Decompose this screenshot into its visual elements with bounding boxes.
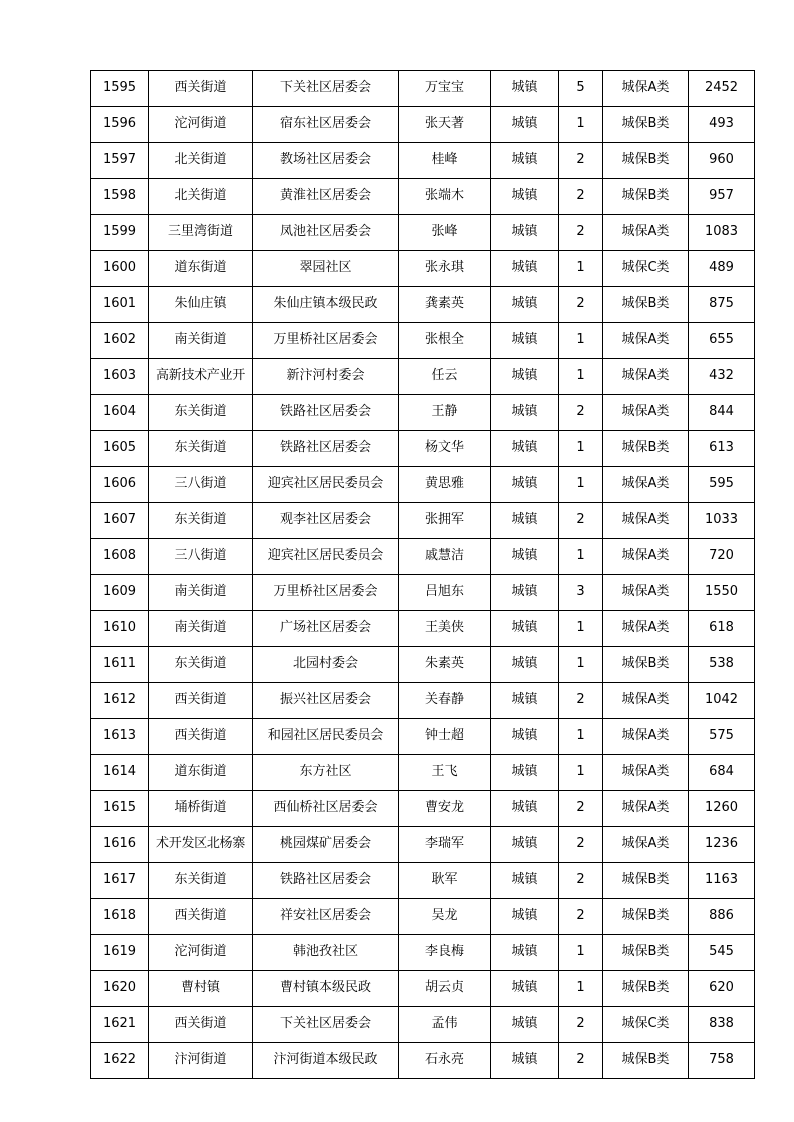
cell-org: 下关社区居委会 xyxy=(253,71,399,107)
table-row xyxy=(91,467,755,503)
cell-amount: 620 xyxy=(689,971,755,1007)
cell-type: 城镇 xyxy=(491,467,559,503)
cell-count: 1 xyxy=(559,971,603,1007)
cell-category: 城保B类 xyxy=(603,863,689,899)
cell-street: 西关街道 xyxy=(149,1007,253,1043)
cell-type: 城镇 xyxy=(491,359,559,395)
cell-count: 2 xyxy=(559,863,603,899)
cell-count: 1 xyxy=(559,935,603,971)
cell-org: 万里桥社区居委会 xyxy=(253,323,399,359)
cell-category: 城保B类 xyxy=(603,899,689,935)
table-row xyxy=(91,827,755,863)
cell-amount: 538 xyxy=(689,647,755,683)
cell-id: 1614 xyxy=(91,755,149,791)
table-row xyxy=(91,1007,755,1043)
cell-name: 张端木 xyxy=(399,179,491,215)
cell-category: 城保A类 xyxy=(603,575,689,611)
cell-count: 1 xyxy=(559,647,603,683)
cell-type: 城镇 xyxy=(491,395,559,431)
cell-id: 1607 xyxy=(91,503,149,539)
cell-org: 广场社区居委会 xyxy=(253,611,399,647)
cell-category: 城保A类 xyxy=(603,539,689,575)
cell-org: 观李社区居委会 xyxy=(253,503,399,539)
cell-id: 1609 xyxy=(91,575,149,611)
cell-name: 任云 xyxy=(399,359,491,395)
cell-amount: 489 xyxy=(689,251,755,287)
cell-count: 2 xyxy=(559,143,603,179)
cell-id: 1603 xyxy=(91,359,149,395)
cell-type: 城镇 xyxy=(491,431,559,467)
cell-street: 三八街道 xyxy=(149,539,253,575)
cell-id: 1608 xyxy=(91,539,149,575)
cell-id: 1619 xyxy=(91,935,149,971)
cell-category: 城保A类 xyxy=(603,215,689,251)
cell-street: 汴河街道 xyxy=(149,1043,253,1079)
cell-org: 黄淮社区居委会 xyxy=(253,179,399,215)
cell-type: 城镇 xyxy=(491,611,559,647)
cell-id: 1618 xyxy=(91,899,149,935)
cell-street: 东关街道 xyxy=(149,503,253,539)
table-row xyxy=(91,539,755,575)
cell-type: 城镇 xyxy=(491,719,559,755)
cell-category: 城保A类 xyxy=(603,755,689,791)
cell-name: 张根全 xyxy=(399,323,491,359)
cell-type: 城镇 xyxy=(491,575,559,611)
cell-street: 沱河街道 xyxy=(149,935,253,971)
cell-org: 铁路社区居委会 xyxy=(253,863,399,899)
cell-count: 3 xyxy=(559,575,603,611)
cell-type: 城镇 xyxy=(491,971,559,1007)
cell-count: 1 xyxy=(559,107,603,143)
table-row xyxy=(91,863,755,899)
cell-org: 朱仙庄镇本级民政 xyxy=(253,287,399,323)
cell-amount: 545 xyxy=(689,935,755,971)
cell-id: 1606 xyxy=(91,467,149,503)
table-body xyxy=(91,71,755,1079)
cell-org: 西仙桥社区居委会 xyxy=(253,791,399,827)
cell-category: 城保A类 xyxy=(603,719,689,755)
cell-category: 城保A类 xyxy=(603,827,689,863)
cell-name: 孟伟 xyxy=(399,1007,491,1043)
table-row xyxy=(91,719,755,755)
cell-type: 城镇 xyxy=(491,143,559,179)
cell-amount: 957 xyxy=(689,179,755,215)
table-row xyxy=(91,71,755,107)
cell-type: 城镇 xyxy=(491,863,559,899)
cell-street: 北关街道 xyxy=(149,179,253,215)
cell-category: 城保B类 xyxy=(603,287,689,323)
cell-category: 城保B类 xyxy=(603,1043,689,1079)
cell-name: 王静 xyxy=(399,395,491,431)
cell-category: 城保B类 xyxy=(603,179,689,215)
cell-org: 迎宾社区居民委员会 xyxy=(253,539,399,575)
cell-street: 术开发区北杨寨 xyxy=(149,827,253,863)
cell-type: 城镇 xyxy=(491,215,559,251)
table-row xyxy=(91,503,755,539)
cell-name: 吴龙 xyxy=(399,899,491,935)
cell-category: 城保A类 xyxy=(603,467,689,503)
cell-street: 埇桥街道 xyxy=(149,791,253,827)
cell-id: 1605 xyxy=(91,431,149,467)
table-row xyxy=(91,899,755,935)
cell-count: 5 xyxy=(559,71,603,107)
cell-id: 1602 xyxy=(91,323,149,359)
cell-amount: 1260 xyxy=(689,791,755,827)
table-row xyxy=(91,215,755,251)
cell-count: 2 xyxy=(559,395,603,431)
cell-id: 1600 xyxy=(91,251,149,287)
cell-amount: 844 xyxy=(689,395,755,431)
cell-type: 城镇 xyxy=(491,935,559,971)
cell-id: 1598 xyxy=(91,179,149,215)
cell-name: 吕旭东 xyxy=(399,575,491,611)
cell-name: 王飞 xyxy=(399,755,491,791)
table-row xyxy=(91,143,755,179)
cell-id: 1595 xyxy=(91,71,149,107)
cell-amount: 960 xyxy=(689,143,755,179)
cell-street: 东关街道 xyxy=(149,863,253,899)
cell-type: 城镇 xyxy=(491,791,559,827)
cell-type: 城镇 xyxy=(491,71,559,107)
cell-category: 城保A类 xyxy=(603,71,689,107)
cell-street: 西关街道 xyxy=(149,683,253,719)
cell-name: 万宝宝 xyxy=(399,71,491,107)
cell-category: 城保C类 xyxy=(603,1007,689,1043)
cell-amount: 613 xyxy=(689,431,755,467)
cell-id: 1610 xyxy=(91,611,149,647)
cell-count: 2 xyxy=(559,503,603,539)
cell-count: 1 xyxy=(559,431,603,467)
cell-category: 城保A类 xyxy=(603,503,689,539)
cell-street: 道东街道 xyxy=(149,251,253,287)
cell-amount: 2452 xyxy=(689,71,755,107)
cell-category: 城保A类 xyxy=(603,791,689,827)
cell-type: 城镇 xyxy=(491,179,559,215)
cell-amount: 1033 xyxy=(689,503,755,539)
cell-org: 祥安社区居委会 xyxy=(253,899,399,935)
cell-street: 三里湾街道 xyxy=(149,215,253,251)
cell-type: 城镇 xyxy=(491,755,559,791)
cell-org: 韩池孜社区 xyxy=(253,935,399,971)
table-row xyxy=(91,935,755,971)
cell-name: 石永亮 xyxy=(399,1043,491,1079)
cell-name: 桂峰 xyxy=(399,143,491,179)
cell-street: 曹村镇 xyxy=(149,971,253,1007)
cell-name: 李良梅 xyxy=(399,935,491,971)
cell-type: 城镇 xyxy=(491,1007,559,1043)
cell-amount: 1163 xyxy=(689,863,755,899)
cell-amount: 575 xyxy=(689,719,755,755)
table-row xyxy=(91,647,755,683)
cell-amount: 758 xyxy=(689,1043,755,1079)
cell-org: 桃园煤矿居委会 xyxy=(253,827,399,863)
cell-id: 1621 xyxy=(91,1007,149,1043)
cell-street: 高新技术产业开 xyxy=(149,359,253,395)
cell-type: 城镇 xyxy=(491,899,559,935)
cell-amount: 595 xyxy=(689,467,755,503)
table-row xyxy=(91,431,755,467)
cell-id: 1617 xyxy=(91,863,149,899)
cell-org: 曹村镇本级民政 xyxy=(253,971,399,1007)
cell-id: 1597 xyxy=(91,143,149,179)
cell-name: 张永琪 xyxy=(399,251,491,287)
cell-org: 翠园社区 xyxy=(253,251,399,287)
cell-org: 新汴河村委会 xyxy=(253,359,399,395)
cell-category: 城保B类 xyxy=(603,647,689,683)
cell-street: 朱仙庄镇 xyxy=(149,287,253,323)
cell-org: 北园村委会 xyxy=(253,647,399,683)
table-row xyxy=(91,1043,755,1079)
cell-id: 1612 xyxy=(91,683,149,719)
subsidy-table xyxy=(90,70,755,1079)
cell-type: 城镇 xyxy=(491,647,559,683)
cell-count: 1 xyxy=(559,611,603,647)
cell-count: 2 xyxy=(559,179,603,215)
cell-count: 1 xyxy=(559,467,603,503)
table-row xyxy=(91,395,755,431)
cell-type: 城镇 xyxy=(491,1043,559,1079)
cell-count: 2 xyxy=(559,791,603,827)
cell-category: 城保B类 xyxy=(603,143,689,179)
cell-count: 1 xyxy=(559,539,603,575)
cell-type: 城镇 xyxy=(491,683,559,719)
cell-count: 2 xyxy=(559,287,603,323)
table-row xyxy=(91,251,755,287)
cell-amount: 720 xyxy=(689,539,755,575)
table-row xyxy=(91,971,755,1007)
cell-name: 钟士超 xyxy=(399,719,491,755)
cell-category: 城保A类 xyxy=(603,395,689,431)
cell-id: 1620 xyxy=(91,971,149,1007)
cell-name: 胡云贞 xyxy=(399,971,491,1007)
table-row xyxy=(91,791,755,827)
cell-category: 城保B类 xyxy=(603,971,689,1007)
cell-org: 迎宾社区居民委员会 xyxy=(253,467,399,503)
cell-org: 凤池社区居委会 xyxy=(253,215,399,251)
cell-amount: 1042 xyxy=(689,683,755,719)
cell-count: 1 xyxy=(559,755,603,791)
cell-id: 1599 xyxy=(91,215,149,251)
cell-type: 城镇 xyxy=(491,107,559,143)
cell-street: 西关街道 xyxy=(149,71,253,107)
cell-name: 戚慧洁 xyxy=(399,539,491,575)
table-row xyxy=(91,755,755,791)
cell-category: 城保A类 xyxy=(603,683,689,719)
cell-name: 龚素英 xyxy=(399,287,491,323)
cell-id: 1604 xyxy=(91,395,149,431)
cell-amount: 838 xyxy=(689,1007,755,1043)
cell-category: 城保A类 xyxy=(603,359,689,395)
cell-name: 曹安龙 xyxy=(399,791,491,827)
cell-type: 城镇 xyxy=(491,539,559,575)
cell-count: 2 xyxy=(559,899,603,935)
cell-org: 东方社区 xyxy=(253,755,399,791)
cell-org: 振兴社区居委会 xyxy=(253,683,399,719)
cell-count: 2 xyxy=(559,215,603,251)
cell-street: 道东街道 xyxy=(149,755,253,791)
cell-count: 1 xyxy=(559,719,603,755)
cell-name: 张拥军 xyxy=(399,503,491,539)
cell-type: 城镇 xyxy=(491,251,559,287)
cell-category: 城保A类 xyxy=(603,323,689,359)
cell-org: 铁路社区居委会 xyxy=(253,395,399,431)
cell-org: 和园社区居民委员会 xyxy=(253,719,399,755)
table-row xyxy=(91,107,755,143)
cell-name: 张天著 xyxy=(399,107,491,143)
cell-id: 1622 xyxy=(91,1043,149,1079)
cell-type: 城镇 xyxy=(491,827,559,863)
cell-amount: 1236 xyxy=(689,827,755,863)
cell-street: 三八街道 xyxy=(149,467,253,503)
cell-name: 杨文华 xyxy=(399,431,491,467)
cell-name: 耿军 xyxy=(399,863,491,899)
table-row xyxy=(91,611,755,647)
cell-id: 1596 xyxy=(91,107,149,143)
cell-name: 黄思雅 xyxy=(399,467,491,503)
cell-type: 城镇 xyxy=(491,323,559,359)
cell-count: 2 xyxy=(559,1007,603,1043)
cell-street: 西关街道 xyxy=(149,899,253,935)
cell-count: 2 xyxy=(559,1043,603,1079)
cell-id: 1615 xyxy=(91,791,149,827)
cell-count: 1 xyxy=(559,323,603,359)
cell-type: 城镇 xyxy=(491,503,559,539)
cell-street: 西关街道 xyxy=(149,719,253,755)
cell-amount: 655 xyxy=(689,323,755,359)
cell-name: 王美侠 xyxy=(399,611,491,647)
cell-name: 李瑞军 xyxy=(399,827,491,863)
cell-amount: 886 xyxy=(689,899,755,935)
table-row xyxy=(91,179,755,215)
cell-street: 南关街道 xyxy=(149,575,253,611)
table-row xyxy=(91,575,755,611)
cell-amount: 875 xyxy=(689,287,755,323)
cell-street: 南关街道 xyxy=(149,611,253,647)
cell-name: 朱素英 xyxy=(399,647,491,683)
cell-org: 汴河街道本级民政 xyxy=(253,1043,399,1079)
cell-count: 2 xyxy=(559,827,603,863)
cell-amount: 1550 xyxy=(689,575,755,611)
cell-street: 南关街道 xyxy=(149,323,253,359)
cell-category: 城保B类 xyxy=(603,107,689,143)
cell-amount: 432 xyxy=(689,359,755,395)
cell-org: 铁路社区居委会 xyxy=(253,431,399,467)
table-row xyxy=(91,287,755,323)
cell-street: 东关街道 xyxy=(149,431,253,467)
cell-id: 1601 xyxy=(91,287,149,323)
cell-org: 教场社区居委会 xyxy=(253,143,399,179)
cell-id: 1613 xyxy=(91,719,149,755)
cell-type: 城镇 xyxy=(491,287,559,323)
table-row xyxy=(91,323,755,359)
cell-amount: 1083 xyxy=(689,215,755,251)
cell-street: 东关街道 xyxy=(149,395,253,431)
cell-org: 宿东社区居委会 xyxy=(253,107,399,143)
cell-org: 下关社区居委会 xyxy=(253,1007,399,1043)
cell-amount: 684 xyxy=(689,755,755,791)
table-row xyxy=(91,683,755,719)
cell-count: 1 xyxy=(559,359,603,395)
cell-count: 2 xyxy=(559,683,603,719)
cell-category: 城保C类 xyxy=(603,251,689,287)
cell-id: 1616 xyxy=(91,827,149,863)
cell-category: 城保B类 xyxy=(603,935,689,971)
cell-name: 关春静 xyxy=(399,683,491,719)
cell-org: 万里桥社区居委会 xyxy=(253,575,399,611)
cell-id: 1611 xyxy=(91,647,149,683)
cell-street: 北关街道 xyxy=(149,143,253,179)
cell-category: 城保A类 xyxy=(603,611,689,647)
cell-amount: 618 xyxy=(689,611,755,647)
cell-category: 城保B类 xyxy=(603,431,689,467)
cell-street: 沱河街道 xyxy=(149,107,253,143)
cell-amount: 493 xyxy=(689,107,755,143)
table-row xyxy=(91,359,755,395)
cell-name: 张峰 xyxy=(399,215,491,251)
cell-street: 东关街道 xyxy=(149,647,253,683)
cell-count: 1 xyxy=(559,251,603,287)
